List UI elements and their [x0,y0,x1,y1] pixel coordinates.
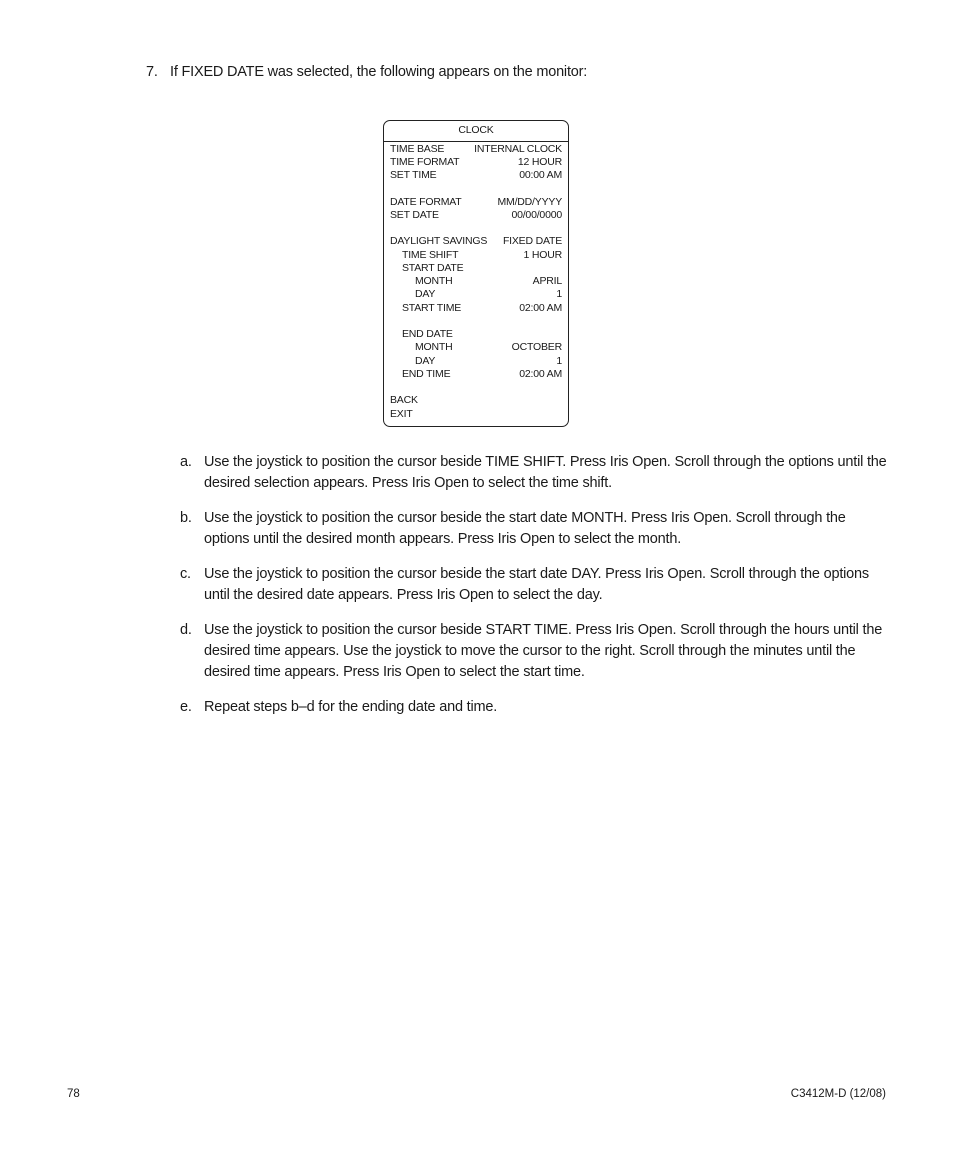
menu-title: CLOCK [458,124,494,136]
document-id: C3412M-D (12/08) [790,1088,886,1100]
page-number: 78 [67,1088,80,1100]
substep-text: Use the joystick to position the cursor beside START TIME. Press Iris Open. Scroll through the hours until the desired time appears. Use the joystick to move the cursor to the right. Scroll through the minutes until the desired time appears. Press Iris Open to select the start time. [204,622,883,680]
title-divider [384,141,568,142]
substep-a [180,452,890,494]
menu-row-start-day: DAY 1 [415,288,562,300]
substep-b [180,508,890,550]
substep-text: Use the joystick to position the cursor beside the start date MONTH. Press Iris Open. Scroll through the options until the desired month appears. Press Iris Open to select the month. [204,510,846,547]
substep-c [180,564,890,606]
substep-letter: c. [180,566,191,582]
menu-row-back: BACK [390,394,418,406]
substep-d [180,620,890,683]
substep-text: Use the joystick to position the cursor beside the start date DAY. Press Iris Open. Scroll through the options until the desired date appears. Press Iris Open to select the day. [204,566,869,603]
substep-letter: e. [180,699,192,715]
menu-row-set-time: SET TIME 00:00 AM [390,169,562,181]
step-7-intro [146,64,587,80]
menu-row-date-format: DATE FORMAT MM/DD/YYYY [390,196,562,208]
clock-menu-screen [383,120,569,427]
menu-row-end-time: END TIME 02:00 AM [402,368,562,380]
menu-row-time-format: TIME FORMAT 12 HOUR [390,156,562,168]
menu-row-daylight-savings: DAYLIGHT SAVINGS FIXED DATE [390,235,562,247]
substep-letter: a. [180,454,192,470]
substep-e [180,697,890,718]
menu-row-start-time: START TIME 02:00 AM [402,302,562,314]
menu-row-set-date: SET DATE 00/00/0000 [390,209,562,221]
substep-letter: d. [180,622,192,638]
substep-letter: b. [180,510,192,526]
menu-row-end-day: DAY 1 [415,355,562,367]
menu-row-end-date: END DATE [402,328,453,340]
menu-row-end-month: MONTH OCTOBER [415,341,562,353]
menu-row-time-shift: TIME SHIFT 1 HOUR [402,249,562,261]
step-number: 7. [146,64,158,80]
step-text: If FIXED DATE was selected, the following appears on the monitor: [170,64,588,80]
menu-row-time-base: TIME BASE INTERNAL CLOCK [390,143,562,155]
substep-text: Use the joystick to position the cursor beside TIME SHIFT. Press Iris Open. Scroll through the options until the desired selection appears. Press Iris Open to select the time shift. [204,454,887,491]
menu-row-exit: EXIT [390,408,413,420]
menu-row-start-date: START DATE [402,262,464,274]
menu-row-start-month: MONTH APRIL [415,275,562,287]
substep-text: Repeat steps b–d for the ending date and time. [204,699,498,715]
